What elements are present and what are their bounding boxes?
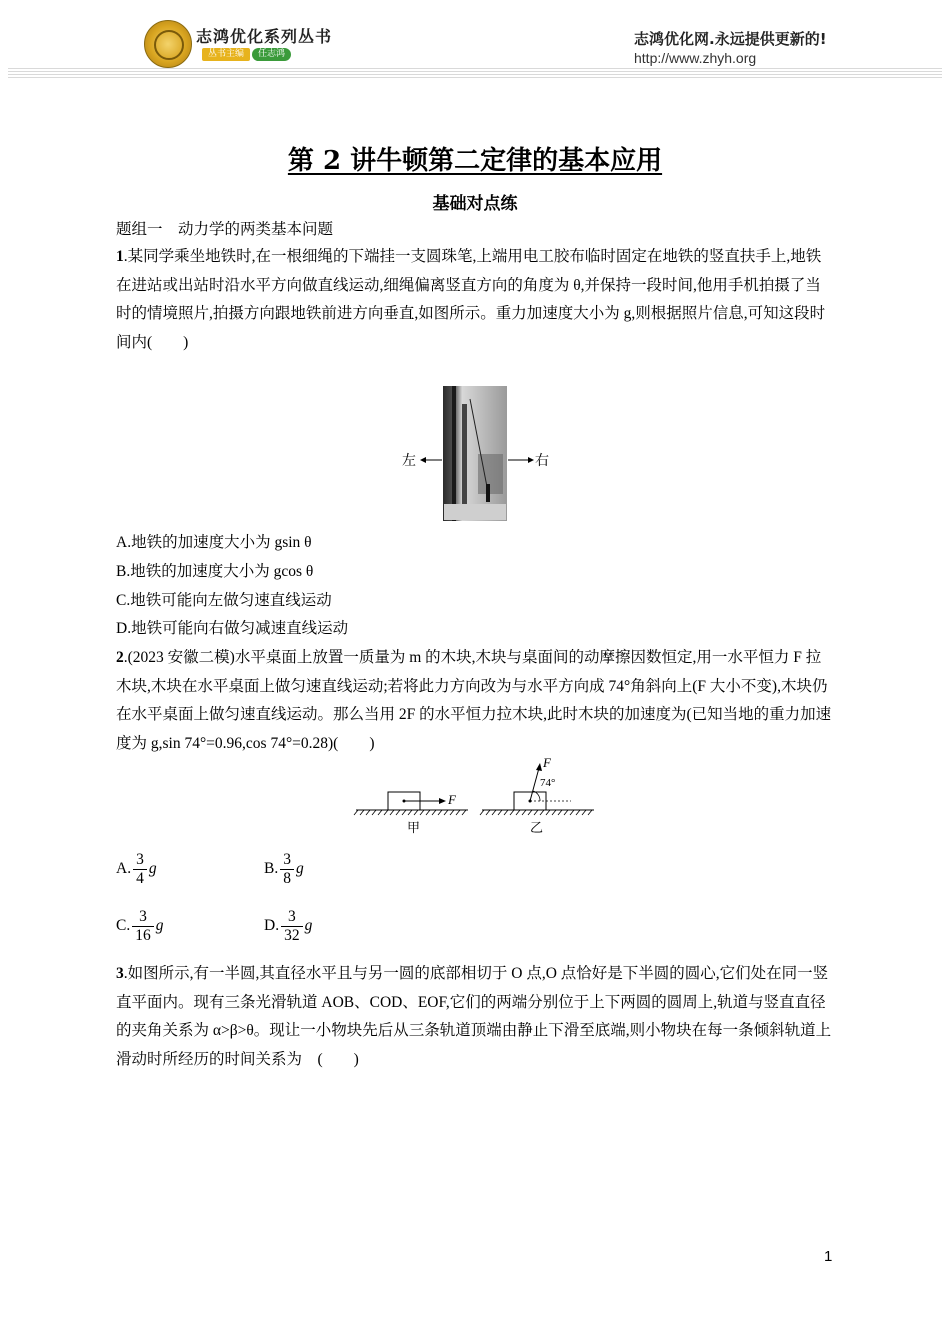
- question-3: 3.如图所示,有一半圆,其直径水平且与另一圆的底部相切于 O 点,O 点恰好是下半圆的圆心,它们处在同一竖直平面内。现有三条光滑轨道 AOB、COD、EOF,它们的两端分别位于上下两圆的圆周上,轨道与竖直直径的夹角关系为 α>β>θ。现让一小物块先后从三条轨道顶端由静止下滑至底端,则小物块在每一条倾斜轨道上滑动时所经历的时间关系为 ( ): [116, 965, 832, 1069]
- question-2: 2.(2023 安徽二模)水平桌面上放置一质量为 m 的木块,木块与桌面间的动摩擦因数恒定,用一水平恒力 F 拉木块,木块在水平桌面上做匀速直线运动;若将此力方向改为与水平方向成 74°角斜向上(F 大小不变),木块仍在水平桌面上做匀速直线运动。那么当用 2F 的水平恒力拉木块,此时木块的加速度为(已知当地的重力加速度为 g,sin 74°=0.96,cos 74°=0.28)( ): [116, 649, 832, 753]
- fig-force-jia: F: [448, 792, 456, 807]
- header-slogan: 志鸿优化网.永远提供更新的!: [634, 30, 827, 48]
- fig-label-jia: 甲: [407, 820, 421, 835]
- q1-option-a[interactable]: A.地铁的加速度大小为 gsin θ: [116, 534, 312, 551]
- q2-option-a[interactable]: A. $\frac{3}{4}$ g: [116, 851, 157, 887]
- q1-option-c[interactable]: C.地铁可能向左做匀速直线运动: [116, 592, 332, 609]
- q2-figure: [350, 755, 610, 837]
- section-subtitle: 基础对点练: [432, 194, 518, 214]
- fig-label-left: 左: [402, 454, 416, 469]
- header-divider: [8, 68, 942, 80]
- question-1: 1.某同学乘坐地铁时,在一根细绳的下端挂一支圆珠笔,上端用电工胶布临时固定在地铁的竖直扶手上,地铁在进站或出站时沿水平方向做直线运动,细绳偏离竖直方向的角度为 θ,并保持一段时间,他用手机拍摄了当时的情境照片,拍摄方向跟地铁前进方向垂直,如图所示。重力加速度大小为 g,则根据照片信息,可知这段时间内( ): [116, 248, 826, 352]
- page-number: 1: [824, 1248, 833, 1265]
- q1-option-d[interactable]: D.地铁可能向右做匀减速直线运动: [116, 620, 349, 637]
- q1-figure: [400, 384, 560, 524]
- q2-option-c[interactable]: C. $\frac{3}{16}$ g: [116, 908, 164, 944]
- fig-force-yi: F: [543, 755, 551, 770]
- fig-label-right: 右: [535, 454, 549, 469]
- q2-option-d[interactable]: D. $\frac{3}{32}$ g: [264, 908, 313, 944]
- publisher-logo: [144, 20, 192, 68]
- group-heading: 题组一 动力学的两类基本问题: [116, 221, 334, 238]
- editor-name: 任志鸿: [252, 48, 291, 61]
- header-url[interactable]: http://www.zhyh.org: [634, 50, 757, 66]
- fig-label-yi: 乙: [530, 820, 544, 835]
- q1-option-b[interactable]: B.地铁的加速度大小为 gcos θ: [116, 563, 314, 580]
- editor-label: 丛书主编: [202, 48, 250, 61]
- fig-angle: 74°: [540, 777, 556, 789]
- q2-option-b[interactable]: B. $\frac{3}{8}$ g: [264, 851, 304, 887]
- page-title: 第 2 讲牛顿第二定律的基本应用: [287, 146, 663, 176]
- brand-title: 志鸿优化系列丛书: [196, 27, 333, 46]
